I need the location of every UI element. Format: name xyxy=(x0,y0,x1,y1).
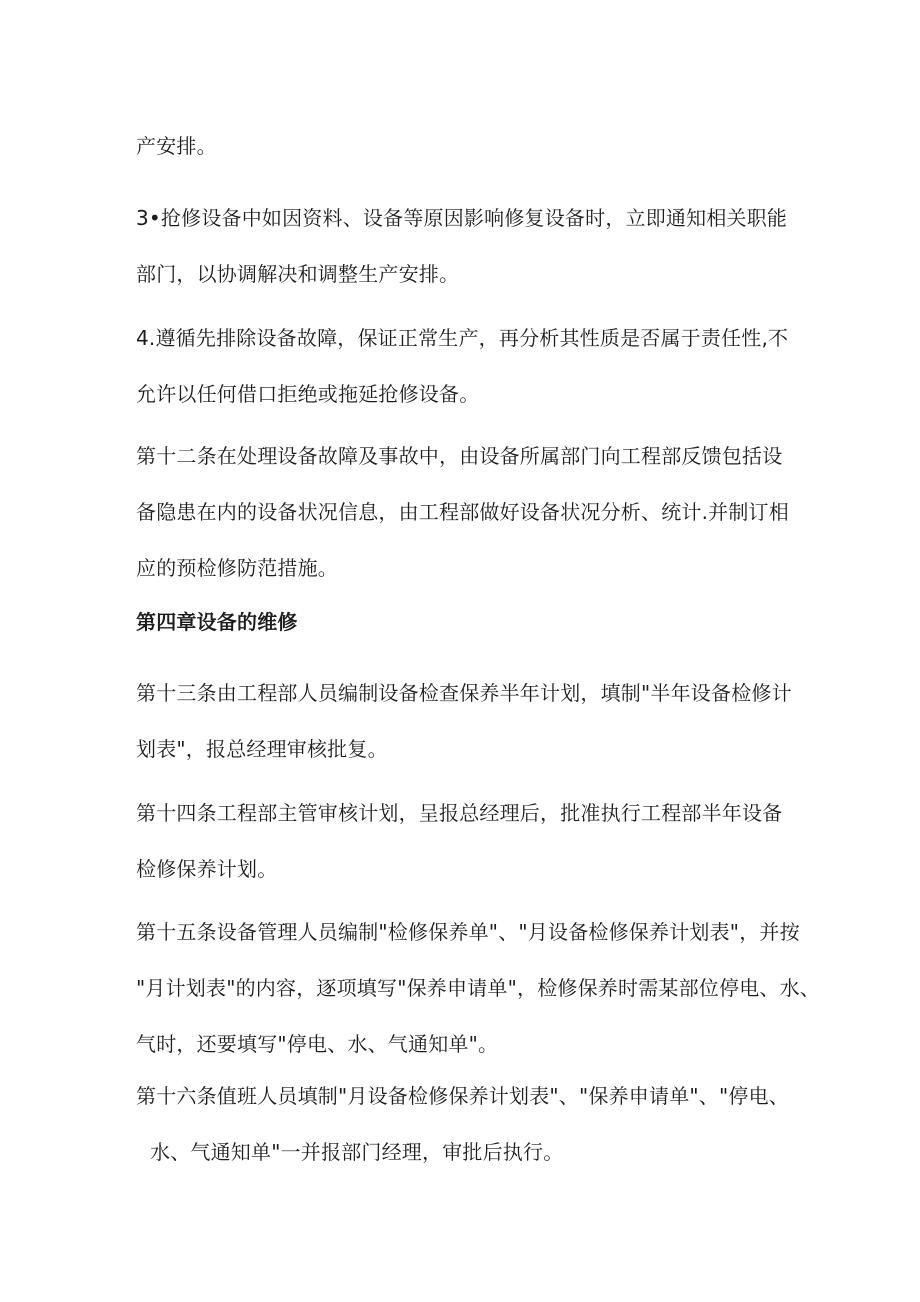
text-line: 第十五条设备管理人员编制"检修保养单"、"月设备检修保养计划表"，并按 xyxy=(136,920,800,944)
text-line: 备隐患在内的设备状况信息，由工程部做好设备状况分析、统计.并制订相 xyxy=(136,500,789,524)
text-line: 水、气通知单"一并报部门经理，审批后执行。 xyxy=(150,1140,564,1164)
text-line: 气时，还要填写"停电、水、气通知单"。 xyxy=(136,1032,499,1056)
paragraph-item-3 xyxy=(136,190,788,302)
text-line: 检修保养计划。 xyxy=(136,857,278,881)
paragraph-article-15 xyxy=(136,904,820,1072)
text-line: 应的预检修防范措施。 xyxy=(136,556,338,580)
paragraph-continuation xyxy=(136,118,788,174)
chapter-heading xyxy=(136,594,788,650)
paragraph-article-12 xyxy=(136,428,788,596)
text-line: 划表"，报总经理审核批复。 xyxy=(136,737,388,761)
text-line: 部门，以协调解决和调整生产安排。 xyxy=(136,262,460,286)
text-line: 3•抢修设备中如因资料、设备等原因影响修复设备时，立即通知相关职能 xyxy=(136,206,788,230)
text-line: "月计划表"的内容，逐项填写"保养申请单"，检修保养时需某部位停电、水、 xyxy=(136,976,820,1000)
paragraph-article-16 xyxy=(136,1068,788,1180)
paragraph-item-4 xyxy=(136,310,788,422)
text-line: 产安排。 xyxy=(136,134,217,158)
text-line: 第十三条由工程部人员编制设备检查保养半年计划，填制"半年设备检修计 xyxy=(136,681,792,705)
paragraph-article-13 xyxy=(136,665,792,777)
heading-text: 第四章设备的维修 xyxy=(136,610,298,634)
text-line: 第十四条工程部主管审核计划，呈报总经理后，批准执行工程部半年设备 xyxy=(136,801,783,825)
text-line: 第十六条值班人员填制"月设备检修保养计划表"、"保养申请单"、"停电、 xyxy=(136,1084,789,1108)
text-line: 第十二条在处理设备故障及事故中，由设备所属部门向工程部反馈包括设 xyxy=(136,444,783,468)
text-line: 允许以任何借口拒绝或拖延抢修设备。 xyxy=(136,382,480,406)
paragraph-article-14 xyxy=(136,785,788,897)
text-line: 4.遵循先排除设备故障，保证正常生产，再分析其性质是否属于责任性,不 xyxy=(136,326,789,350)
